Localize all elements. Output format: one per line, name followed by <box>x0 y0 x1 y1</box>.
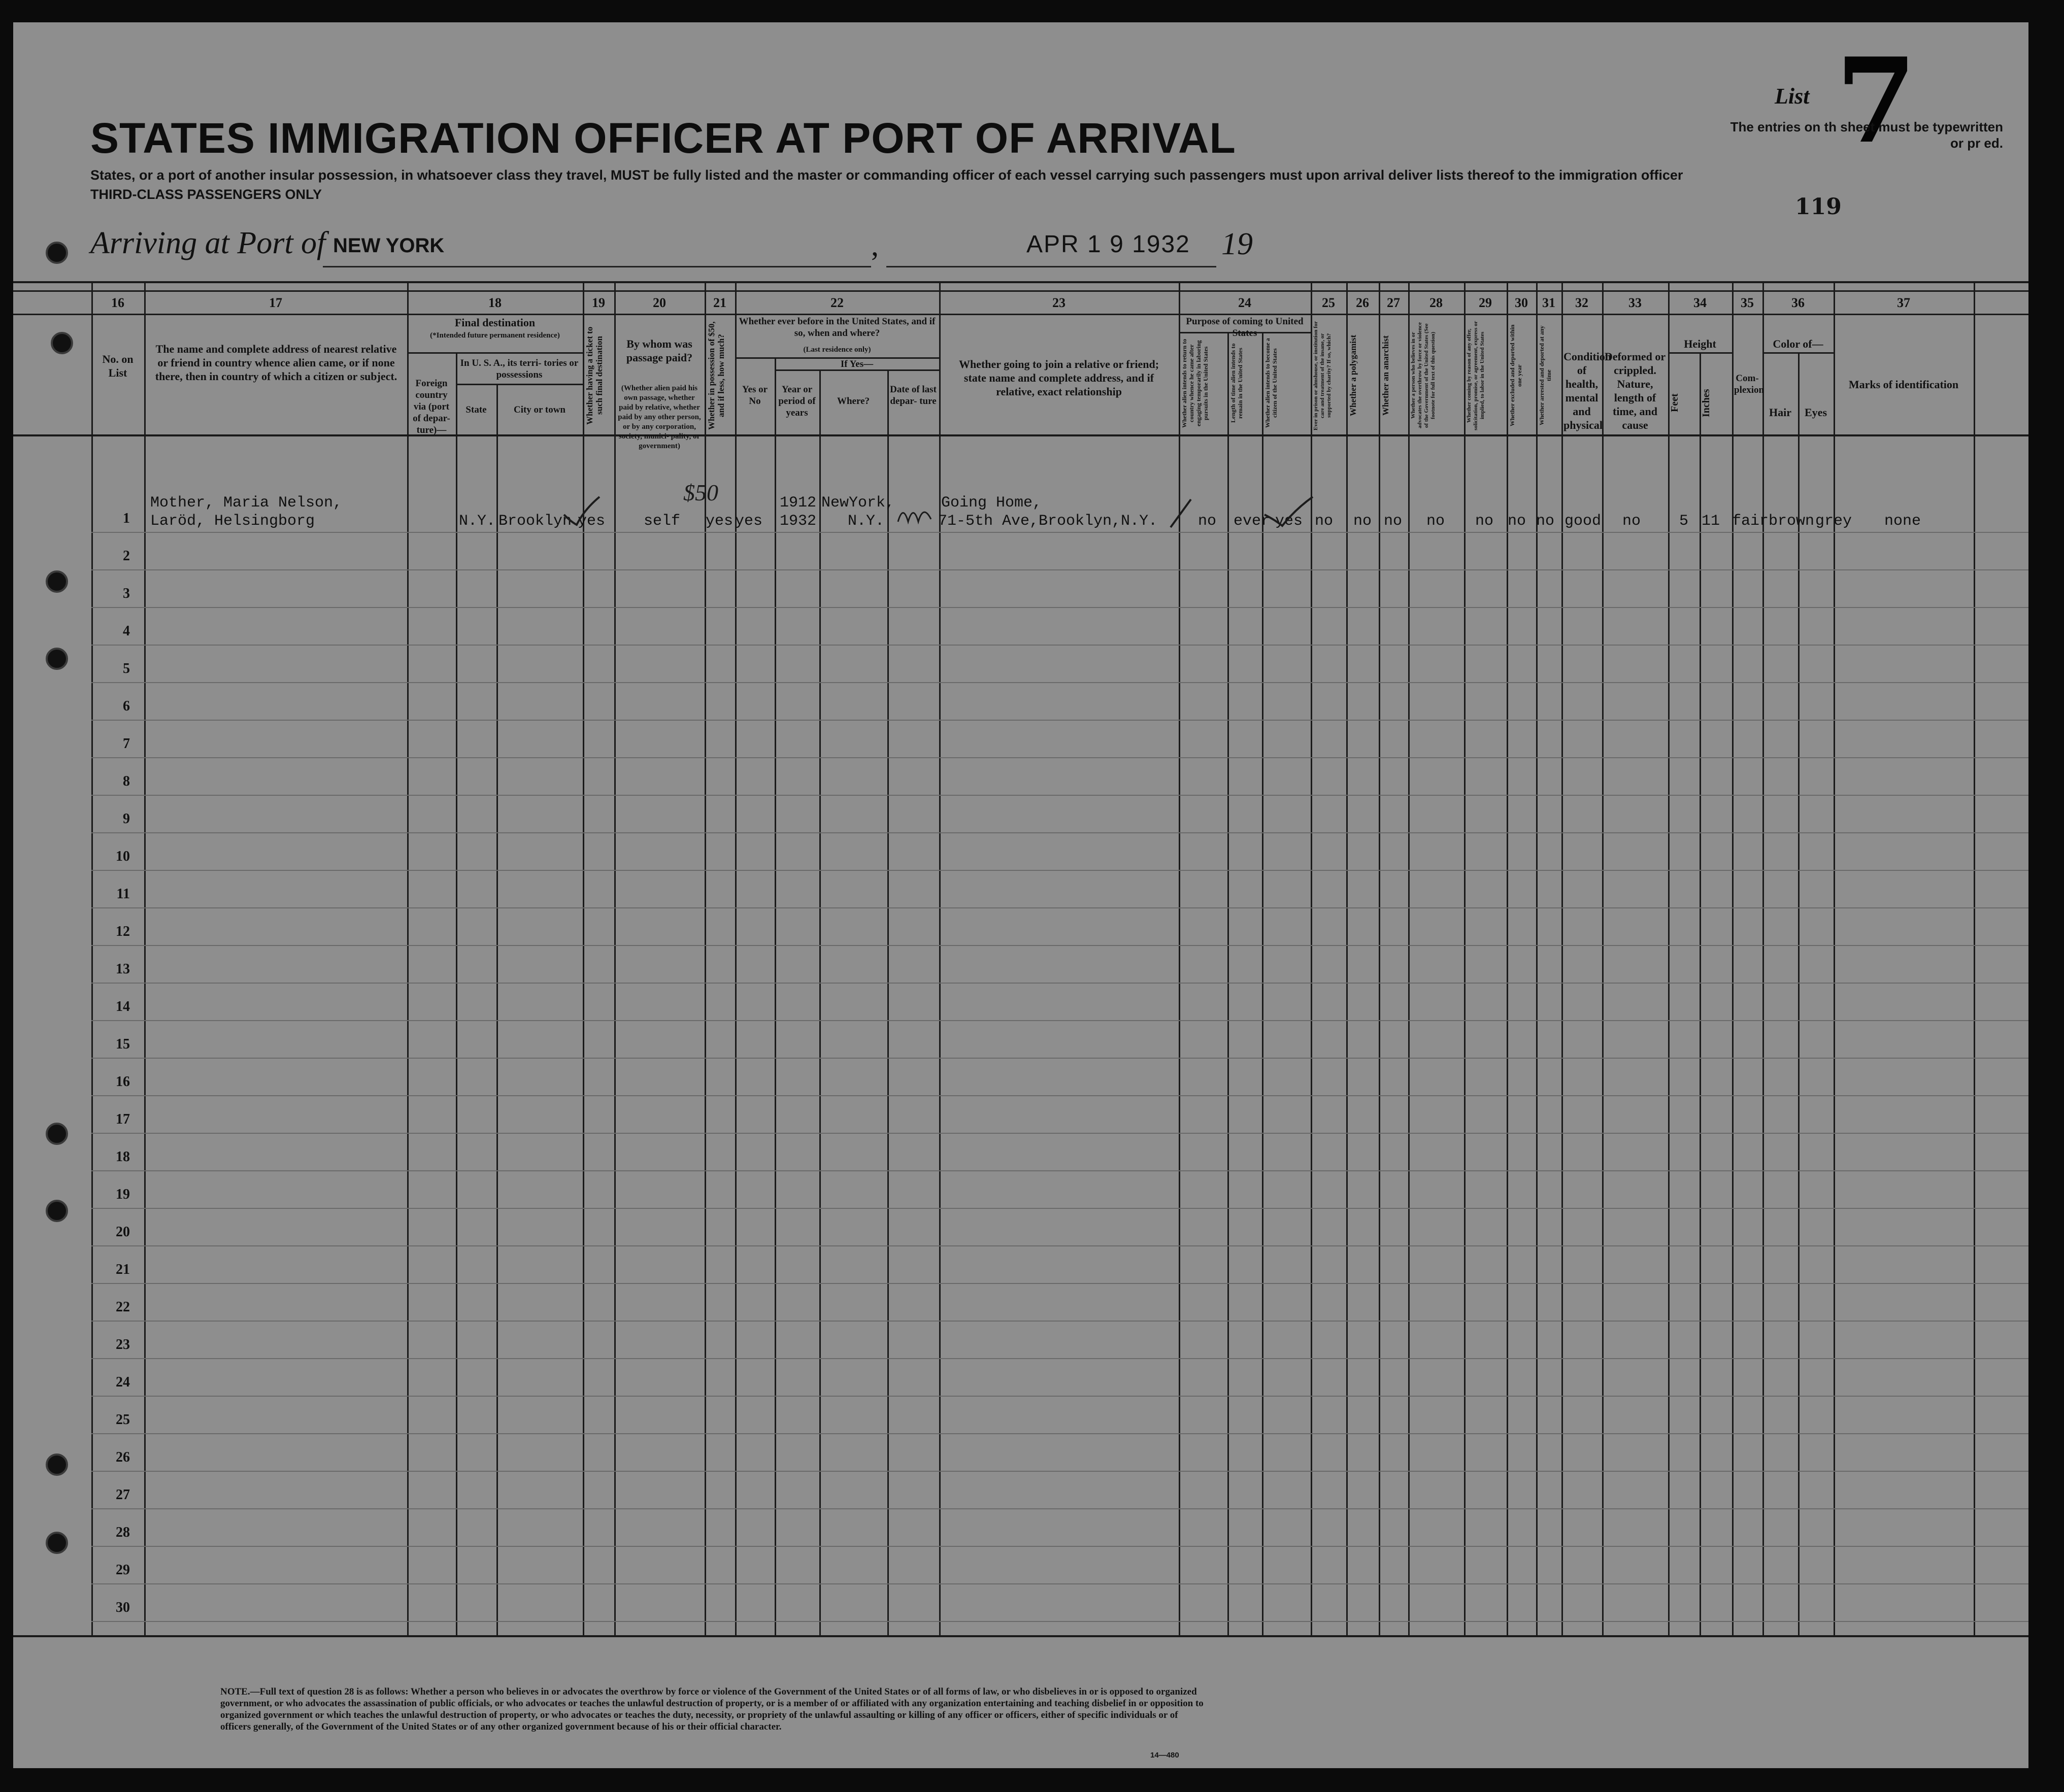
entry-eyes: grey <box>1815 513 1852 530</box>
column-number: 32 <box>1575 295 1588 310</box>
header-where: Where? <box>837 396 870 407</box>
row-rule <box>91 757 2028 758</box>
col-line <box>1668 281 1670 1635</box>
column-number: 35 <box>1741 295 1754 310</box>
row-rule <box>91 1170 2028 1171</box>
col-line <box>144 281 146 1635</box>
col-line <box>1179 281 1180 1635</box>
entry-money: yes <box>706 513 734 530</box>
punch-hole <box>46 648 68 670</box>
col-line <box>819 369 821 1635</box>
header-purpose-citizen: Whether alien intends to become a citizen of the United States <box>1264 338 1278 428</box>
entry-money-handwritten: $50 <box>683 480 718 505</box>
header-color: Color of— <box>1773 337 1823 350</box>
row-number: 10 <box>116 849 130 864</box>
entry-where-line1: NewYork, <box>821 494 895 512</box>
entries-note: The entries on th sheet must be typewritten or pr ed. <box>1730 119 2003 151</box>
table-bottom-border <box>13 1635 2028 1637</box>
header-health: Condition of health, mental and physical <box>1563 350 1612 431</box>
row-rule <box>91 1358 2028 1359</box>
row-rule <box>91 1133 2028 1134</box>
header-prison: Ever in prison or almshouse, or institution for care and treatment of the insane, or supported by charity? If so, which? <box>1313 321 1332 430</box>
entry-purpose-return: no <box>1198 513 1217 530</box>
header-feet: Feet <box>1669 393 1680 413</box>
row-number: 9 <box>123 811 130 827</box>
header-inches: Inches <box>1701 389 1712 417</box>
column-number: 37 <box>1897 295 1910 310</box>
col-line <box>583 281 584 1635</box>
col-line <box>1507 281 1508 1635</box>
header-final-destination: Final destination <box>454 316 536 329</box>
header-money: Whether in possession of $50, and if less, how much? <box>707 321 726 430</box>
row-number: 8 <box>123 773 130 789</box>
entry-state: N.Y. <box>459 513 496 530</box>
entry-join-line2: 71-5th Ave,Brooklyn,N.Y. <box>938 513 1158 530</box>
row-number: 16 <box>116 1074 130 1090</box>
col-line <box>1834 281 1835 1635</box>
row-number: 27 <box>116 1487 130 1503</box>
row-number: 22 <box>116 1299 130 1315</box>
manifest-sheet <box>13 22 2028 1768</box>
row-rule <box>91 1020 2028 1021</box>
date-underline <box>886 266 1216 267</box>
row-number: 5 <box>123 661 130 677</box>
col-line <box>456 352 457 1635</box>
row-rule <box>91 907 2028 908</box>
entry-purpose-citizen: yes <box>1275 513 1303 530</box>
row-rule <box>91 1283 2028 1284</box>
row-rule <box>91 870 2028 871</box>
row-number: 30 <box>116 1600 130 1615</box>
punch-hole <box>46 242 68 264</box>
col-line <box>1536 281 1538 1635</box>
col-line <box>1379 281 1380 1635</box>
row-rule <box>91 1471 2028 1472</box>
class-line: THIRD-CLASS PASSENGERS ONLY <box>90 187 322 202</box>
row-number: 25 <box>116 1412 130 1428</box>
header-no-on-list: No. on List <box>102 353 134 379</box>
col-line <box>1762 281 1764 1635</box>
row-number: 28 <box>116 1525 130 1540</box>
col-line <box>91 281 93 1635</box>
row-rule <box>91 945 2028 946</box>
row-number: 26 <box>116 1449 130 1465</box>
row-number: 29 <box>116 1562 130 1578</box>
col-line <box>1311 281 1312 1635</box>
row-number: 13 <box>116 961 130 977</box>
row-number: 1 <box>123 511 130 526</box>
row-rule <box>91 1321 2028 1322</box>
header-final-destination-sub: (*Intended future permanent residence) <box>430 331 560 340</box>
header-marks: Marks of identification <box>1848 378 1959 391</box>
row-rule <box>91 1245 2028 1246</box>
port-underline <box>323 266 871 267</box>
list-number: 7 <box>1836 32 1917 170</box>
column-number: 18 <box>488 295 502 310</box>
year-suffix: 19 <box>1221 227 1253 261</box>
column-number: 20 <box>653 295 666 310</box>
row-number: 7 <box>123 736 130 752</box>
header-excluded: Whether excluded and deported within one year <box>1509 324 1523 427</box>
col-line <box>1700 352 1701 1635</box>
entry-inches: 11 <box>1702 513 1720 530</box>
col-line <box>735 281 737 1635</box>
column-number: 25 <box>1322 295 1335 310</box>
punch-hole <box>46 1123 68 1145</box>
row-number: 6 <box>123 698 130 714</box>
entry-where-line2: N.Y. <box>848 513 885 530</box>
row-rule <box>91 720 2028 721</box>
entry-paid-by: self <box>644 513 681 530</box>
row-rule <box>91 1396 2028 1397</box>
row-number: 17 <box>116 1111 130 1127</box>
header-join-relative: Whether going to join a relative or friend; state name and complete address, and if relative, exact relationship <box>958 358 1159 398</box>
check-mark-icon <box>1262 494 1318 530</box>
row-number: 11 <box>116 886 130 902</box>
column-number: 29 <box>1479 295 1492 310</box>
comma-separator: , <box>871 228 879 262</box>
row-number: 4 <box>123 623 130 639</box>
entry-marks: none <box>1884 513 1921 530</box>
row-rule <box>91 1546 2028 1547</box>
header-foreign-country: Foreign country via (port of depar- ture)— <box>413 378 450 435</box>
c18-sub-rule <box>407 352 583 354</box>
column-number: 26 <box>1356 295 1369 310</box>
form-code: 14—480 <box>1150 1751 1179 1760</box>
row-rule <box>91 569 2028 570</box>
row-rule <box>91 607 2028 608</box>
row-number: 12 <box>116 924 130 939</box>
column-number: 36 <box>1791 295 1805 310</box>
list-label: List <box>1775 84 1810 109</box>
column-number: 16 <box>111 295 124 310</box>
entry-polygamist: no <box>1353 513 1372 530</box>
column-number: 24 <box>1238 295 1251 310</box>
column-number: 33 <box>1628 295 1642 310</box>
row-rule <box>91 1621 2028 1622</box>
header-date-departure: Date of last depar- ture <box>890 384 937 407</box>
arriving-label: Arriving at Port of <box>90 226 326 260</box>
header-polygamist: Whether a polygamist <box>1348 334 1358 417</box>
column-number: 31 <box>1542 295 1555 310</box>
row-number: 2 <box>123 548 130 564</box>
row-rule <box>91 1095 2028 1096</box>
header-ticket: Whether having a ticket to such final destination <box>585 326 604 425</box>
col-line <box>939 281 941 1635</box>
header-relative-address: The name and complete address of nearest relative or friend in country whence alien came, or if none there, then in country of which a citizen or subject. <box>155 343 397 383</box>
entry-prison: no <box>1315 513 1334 530</box>
intro-text <box>90 165 1735 204</box>
header-passage-paid: By whom was passage paid? <box>626 337 693 364</box>
entry-feet: 5 <box>1679 513 1689 530</box>
row-rule <box>91 795 2028 796</box>
intro-line: States, or a port of another insular possession, in whatsoever class they travel, MUST be fully listed and the master or commanding officer of each vessel carrying such passengers must upon arrival deliver lists thereof to the immigration officer <box>90 167 1683 183</box>
header-arrested: Whether arrested and deported at any time <box>1538 325 1552 426</box>
row-rule <box>91 1583 2028 1584</box>
check-mark-icon <box>561 494 602 530</box>
entry-overthrow: no <box>1426 513 1445 530</box>
col-line <box>496 384 498 1635</box>
col-line <box>407 281 409 1635</box>
entry-complexion: fair <box>1732 513 1769 530</box>
row-rule <box>91 983 2028 984</box>
header-yes-no: Yes or No <box>742 384 768 407</box>
header-deformed: Deformed or crippled. Nature, length of time, and cause <box>1604 350 1666 431</box>
column-number: 34 <box>1693 295 1707 310</box>
entry-years-line1: 1912 <box>780 494 817 512</box>
row-number: 20 <box>116 1224 130 1240</box>
column-number: 23 <box>1052 295 1066 310</box>
header-if-yes: If Yes— <box>840 359 874 369</box>
punch-hole <box>46 1532 68 1554</box>
c18-usa-rule <box>456 384 583 385</box>
header-purpose-length: Length of time alien intends to remain in the United States <box>1229 343 1244 423</box>
row-number: 19 <box>116 1187 130 1202</box>
column-number: 17 <box>269 295 282 310</box>
entry-city: Brooklyn <box>498 513 572 530</box>
column-number: 19 <box>592 295 605 310</box>
row-number: 14 <box>116 999 130 1015</box>
col-line <box>1227 332 1229 1635</box>
page-title: STATES IMMIGRATION OFFICER AT PORT OF ARRIVAL <box>90 114 1236 162</box>
col-line <box>1408 281 1410 1635</box>
col-line <box>1602 281 1604 1635</box>
col-line <box>1732 281 1734 1635</box>
row-number: 21 <box>116 1262 130 1277</box>
header-bottom-rule <box>13 434 2028 436</box>
entry-deformed: no <box>1622 513 1641 530</box>
slash-mark-icon <box>1166 494 1196 530</box>
row-rule <box>91 682 2028 683</box>
row-number: 15 <box>116 1036 130 1052</box>
punch-hole <box>51 332 73 354</box>
sheet-number: 119 <box>1795 194 1842 220</box>
header-height: Height <box>1684 337 1716 350</box>
header-state: State <box>465 404 487 415</box>
header-before-in-us-sub: (Last residence only) <box>803 346 871 354</box>
header-city: City or town <box>513 404 566 415</box>
header-overthrow: Whether a person who believes in or advocates the overthrow by force or violence of the Government of the United States (See footnote for full text of this question) <box>1410 322 1436 429</box>
row-rule <box>91 832 2028 833</box>
footnote: NOTE.—Full text of question 28 is as follows: Whether a person who believes in or advocates the overthrow by force or violence of the Government of the United States or of all forms of law, or who disbelieves in or is opposed to organized government, or who advocates the assassination of public officials, or who advocates or teaches the unlawful destruction of property, or is a member of or affiliated with any organization entertaining and teaching disbelief in or opposition to organized government or which teaches the unlawful destruction of property, or who advocates or teaches the duty, necessity, or propriety of the unlawful assaulting or killing of any officer or officers, either of specific individuals or of officers generally, of the Government of the United States or of any other organized government because of his or their official character. <box>220 1686 1204 1732</box>
col-line <box>1346 281 1348 1635</box>
column-number-rule <box>13 290 2028 292</box>
header-offer: Whether coming by reason of any offer, solicitation, promise, or agreement, express or implied, to labor in the United States <box>1466 321 1485 430</box>
column-number: 28 <box>1429 295 1443 310</box>
punch-hole <box>46 570 68 593</box>
entry-relative-line1: Mother, Maria Nelson, <box>150 494 343 512</box>
header-purpose: Purpose of coming to United States <box>1186 316 1304 339</box>
column-number: 30 <box>1515 295 1528 310</box>
entry-hair: brown <box>1769 513 1815 530</box>
entry-purpose-length: ever <box>1234 513 1271 530</box>
header-purpose-return: Whether alien intends to return to country whence he came after engaging temporarily in laboring pursuits in the United States <box>1181 339 1209 428</box>
header-year: Year or period of years <box>778 384 816 418</box>
col-line <box>614 281 616 1635</box>
row-number: 18 <box>116 1149 130 1165</box>
row-rule <box>91 532 2028 533</box>
row-rule <box>91 1058 2028 1059</box>
col-line <box>1561 281 1563 1635</box>
row-number: 24 <box>116 1374 130 1390</box>
row-number: 3 <box>123 586 130 601</box>
row-rule <box>91 1508 2028 1509</box>
entry-ticket: yes <box>578 513 606 530</box>
entry-health: good <box>1564 513 1602 530</box>
entry-arrested: no <box>1536 513 1555 530</box>
row-rule <box>91 1433 2028 1434</box>
row-rule <box>91 645 2028 646</box>
table-top-border <box>13 281 2028 283</box>
header-usa: In U. S. A., its terri- tories or possessions <box>460 358 579 380</box>
header-hair: Hair <box>1769 406 1791 419</box>
entry-before-in-us: yes <box>735 513 763 530</box>
punch-hole <box>46 1200 68 1222</box>
row-number: 23 <box>116 1337 130 1353</box>
header-passage-paid-sub: (Whether alien paid his own passage, whether paid by relative, whether paid by any other person, or by any corporation, society, munici- pality, or government) <box>618 384 701 450</box>
entry-relative-line2: Laröd, Helsingborg <box>150 513 315 530</box>
scribble-mark-icon <box>895 501 936 527</box>
header-top-rule <box>13 314 2028 315</box>
col-line <box>1798 352 1800 1635</box>
header-eyes: Eyes <box>1805 406 1827 419</box>
row-rule <box>91 1208 2028 1209</box>
col-line <box>1464 281 1466 1635</box>
header-anarchist: Whether an anarchist <box>1381 335 1390 416</box>
column-number: 22 <box>830 295 844 310</box>
col-line <box>1974 281 1975 1635</box>
entry-years-line2: 1932 <box>780 513 817 530</box>
column-number: 21 <box>713 295 726 310</box>
date-stamp: APR 1 9 1932 <box>1026 231 1190 258</box>
punch-hole <box>46 1453 68 1476</box>
port-name: NEW YORK <box>333 234 445 257</box>
header-before-in-us: Whether ever before in the United States, and if so, when and where? <box>739 316 936 339</box>
column-number: 27 <box>1387 295 1400 310</box>
col-line <box>775 357 776 1635</box>
header-complexion: Com- plexion <box>1734 373 1765 395</box>
entry-anarchist: no <box>1384 513 1403 530</box>
col-line <box>887 369 889 1635</box>
entry-excluded: no <box>1508 513 1526 530</box>
entry-join-line1: Going Home, <box>941 494 1042 512</box>
entry-offer: no <box>1475 513 1494 530</box>
